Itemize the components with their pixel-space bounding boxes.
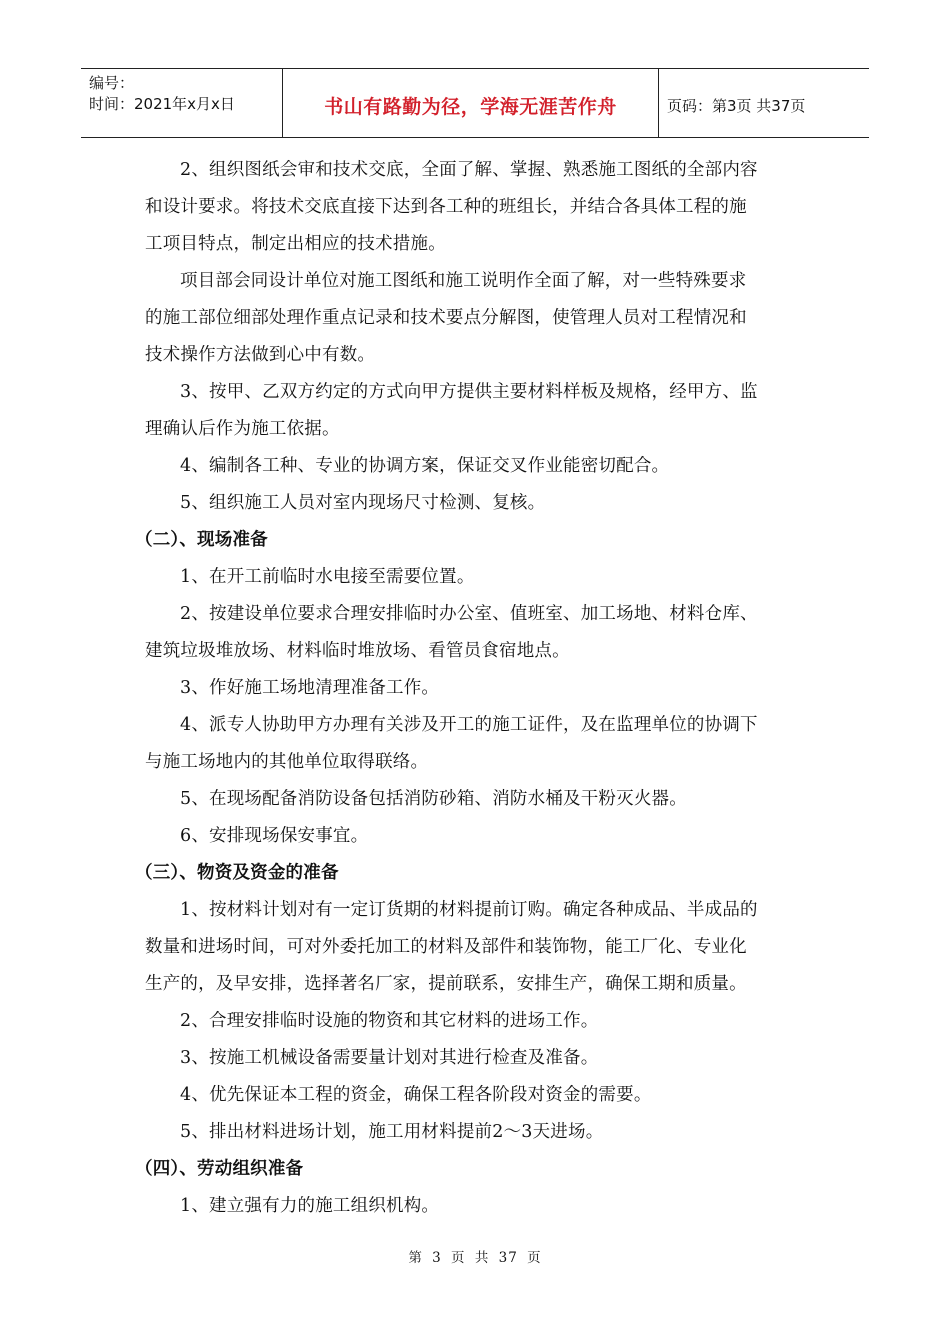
document-body <box>135 152 809 1225</box>
text-line: 项目部会同设计单位对施工图纸和施工说明作全面了解，对一些特殊要求 <box>180 271 747 291</box>
text-line: 生产的，及早安排，选择著名厂家，提前联系，安排生产，确保工期和质量。 <box>145 974 747 994</box>
footer-page-unit: 页 <box>451 1250 466 1266</box>
footer-page-number: 3 <box>432 1250 442 1266</box>
text-line: 工项目特点，制定出相应的技术措施。 <box>145 234 446 254</box>
text-line: 6、安排现场保安事宜。 <box>180 826 369 846</box>
header-page-info: 页码：第3页 共37页 <box>667 96 806 115</box>
text-line: 与施工场地内的其他单位取得联络。 <box>145 752 429 772</box>
text-line: 数量和进场时间，可对外委托加工的材料及部件和装饰物，能工厂化、专业化 <box>145 937 747 957</box>
text-line: 技术操作方法做到心中有数。 <box>145 345 376 365</box>
text-line: 1、按材料计划对有一定订货期的材料提前订购。确定各种成品、半成品的 <box>180 900 758 920</box>
text-line: 2、组织图纸会审和技术交底，全面了解、掌握、熟悉施工图纸的全部内容 <box>180 160 758 180</box>
footer-total-label: 共 <box>474 1250 490 1266</box>
text-line: 3、按甲、乙双方约定的方式向甲方提供主要材料样板及规格，经甲方、监 <box>180 382 758 402</box>
text-line: 理确认后作为施工依据。 <box>145 419 340 439</box>
date-label: 时间：2021年x月x日 <box>89 95 235 113</box>
text-line: 5、排出材料进场计划，施工用材料提前2～3天进场。 <box>180 1122 604 1142</box>
page-footer <box>0 1246 950 1266</box>
header-meta-cell <box>81 69 283 137</box>
section-heading: （二）、现场准备 <box>135 530 268 550</box>
section-heading: （三）、物资及资金的准备 <box>135 863 339 883</box>
text-line: 2、按建设单位要求合理安排临时办公室、值班室、加工场地、材料仓库、 <box>180 604 758 624</box>
text-line: 和设计要求。将技术交底直接下达到各工种的班组长，并结合各具体工程的施 <box>145 197 747 217</box>
text-line: 4、编制各工种、专业的协调方案，保证交叉作业能密切配合。 <box>180 456 670 476</box>
number-label: 编号： <box>89 74 135 92</box>
text-line: 1、建立强有力的施工组织机构。 <box>180 1196 440 1216</box>
section-heading: （四）、劳动组织准备 <box>135 1159 304 1179</box>
text-line: 5、在现场配备消防设备包括消防砂箱、消防水桶及干粉灭火器。 <box>180 789 687 809</box>
footer-total-unit: 页 <box>527 1250 542 1266</box>
footer-total-number: 37 <box>498 1250 518 1266</box>
text-line: 4、派专人协助甲方办理有关涉及开工的施工证件，及在监理单位的协调下 <box>180 715 758 735</box>
text-line: 3、按施工机械设备需要量计划对其进行检查及准备。 <box>180 1048 599 1068</box>
text-line: 的施工部位细部处理作重点记录和技术要点分解图，使管理人员对工程情况和 <box>145 308 747 328</box>
document-header <box>81 68 869 138</box>
text-line: 建筑垃圾堆放场、材料临时堆放场、看管员食宿地点。 <box>145 641 570 661</box>
footer-page-label: 第 <box>408 1250 423 1266</box>
text-line: 1、在开工前临时水电接至需要位置。 <box>180 567 475 587</box>
header-motto: 书山有路勤为径，学海无涯苦作舟 <box>283 69 659 137</box>
text-line: 4、优先保证本工程的资金，确保工程各阶段对资金的需要。 <box>180 1085 652 1105</box>
text-line: 2、合理安排临时设施的物资和其它材料的进场工作。 <box>180 1011 599 1031</box>
text-line: 5、组织施工人员对室内现场尺寸检测、复核。 <box>180 493 546 513</box>
text-line: 3、作好施工场地清理准备工作。 <box>180 678 440 698</box>
